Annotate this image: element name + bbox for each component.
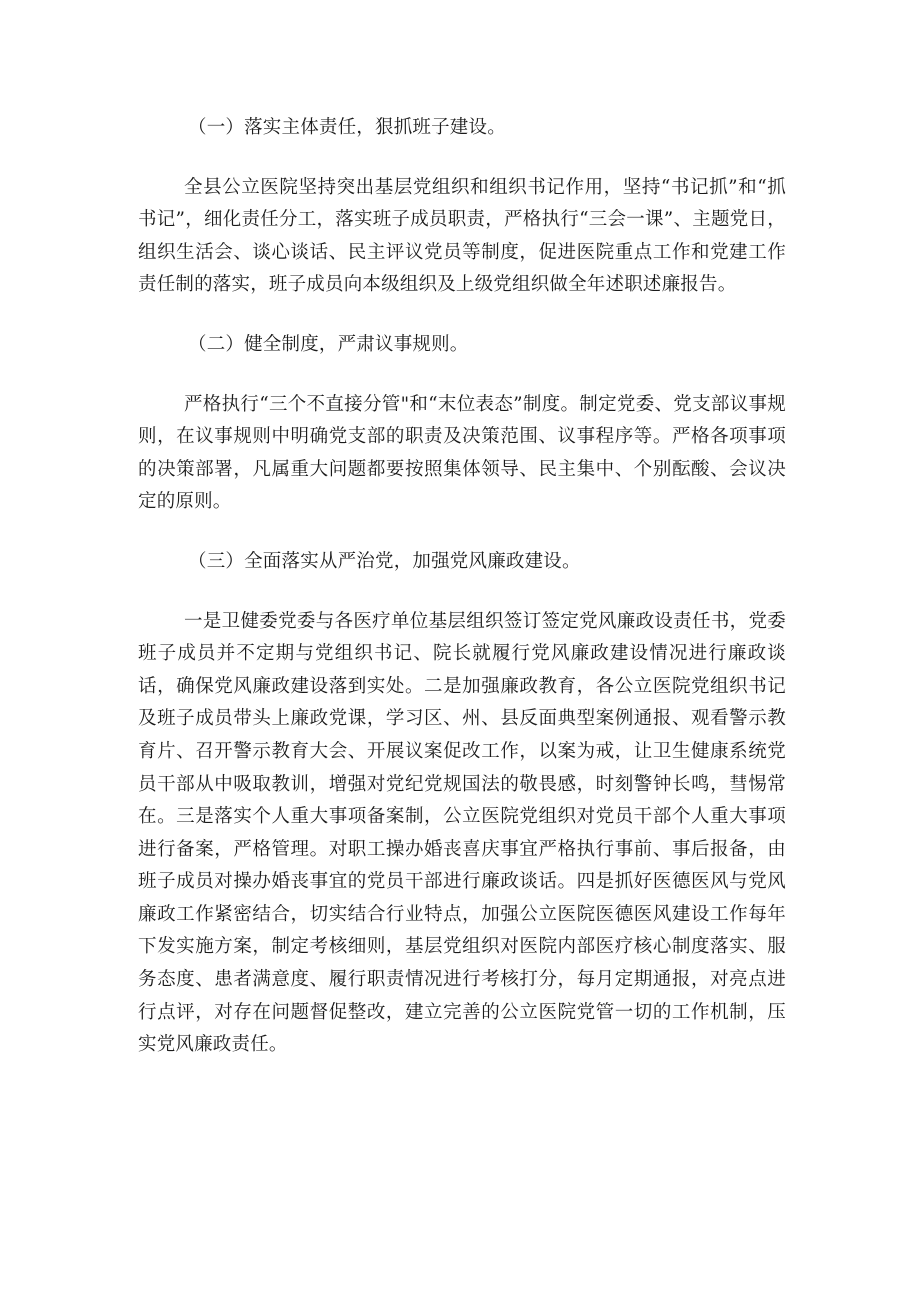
document-body (138, 112, 786, 1062)
section-1-heading: （一）落实主体责任，狠抓班子建设。 (188, 117, 506, 138)
section-1-paragraph: 全县公立医院坚持突出基层党组织和组织书记作用，坚持“书记抓”和“抓书记”，细化责任分工，落实班子成员职责，严格执行“三会一课”、主题党日，组织生活会、谈心谈话、民主评议党员等制度，促进医院重点工作和党建工作责任制的落实，班子成员向本级组织及上级党组织做全年述职述廉报告。 (138, 176, 786, 296)
section-2-heading: （二）健全制度，严肃议事规则。 (188, 333, 469, 355)
section-3-paragraph: 一是卫健委党委与各医疗单位基层组织签订签定党风廉政设责任书，党委班子成员并不定期与党组织书记、院长就履行党风廉政建设情况进行廉政谈话，确保党风廉政建设落到实处。二是加强廉政教育，各公立医院党组织书记及班子成员带头上廉政党课，学习区、州、县反面典型案例通报、观看警示教育片、召开警示教育大会、开展议案促改工作，以案为戒，让卫生健康系统党员干部从中吸取教训，增强对党纪党规国法的敬畏感，时刻警钟长鸣，彗惕常在。三是落实个人重大事项备案制，公立医院党组织对党员干部个人重大事项进行备案，严格管理。对职工操办婚丧喜庆事宜严格执行事前、事后报备，由班子成员对操办婚丧事宜的党员干部进行廉政谈话。四是抓好医德医风与党风廉政工作紧密结合，切实结合行业特点，加强公立医院医德医风建设工作每年下发实施方案，制定考核细则，基层党组织对医院内部医疗核心制度落实、服务态度、患者满意度、履行职责情况进行考核打分，每月定期通报，对亮点进行点评，对存在问题督促整改，建立完善的公立医院党管一切的工作机制，压实党风廉政责任。 (138, 610, 786, 1056)
section-3-heading: （三）全面落实从严治党，加强党风廉政建设。 (188, 550, 581, 572)
section-2-paragraph: 严格执行“三个不直接分管"和“末位表态”制度。制定党委、党支部议事规则，在议事规则中明确党支部的职责及决策范围、议事程序等。严格各项事项的决策部署，凡属重大问题都要按照集体领导、民主集中、个别酝酸、会议决定的原则。 (138, 393, 786, 513)
